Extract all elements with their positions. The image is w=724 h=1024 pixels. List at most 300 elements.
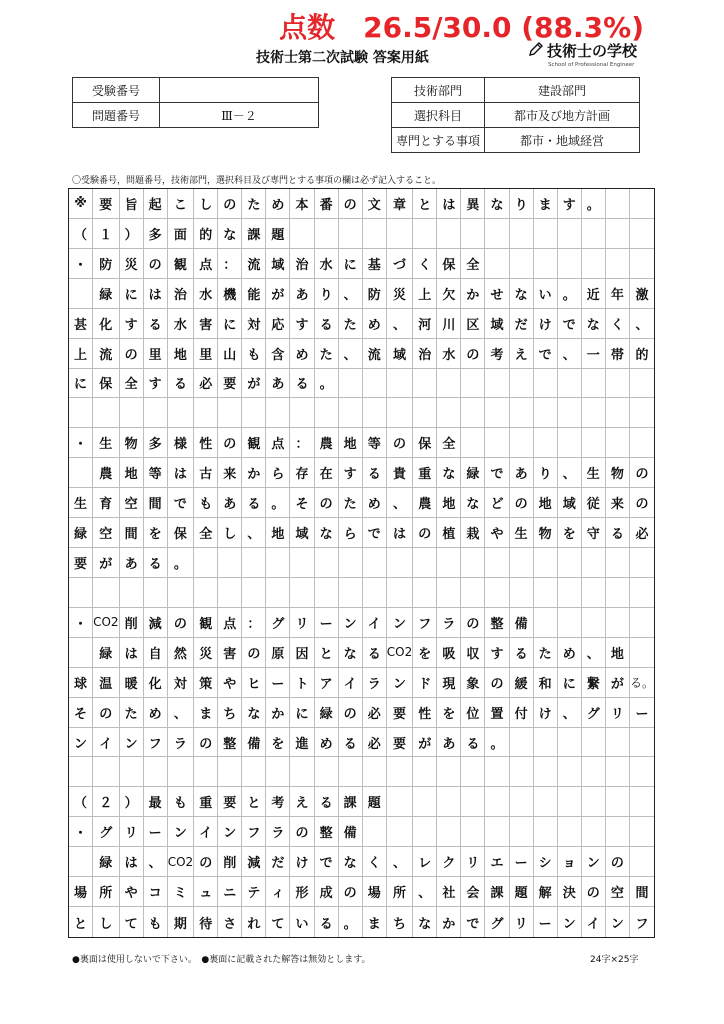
grid-cell[interactable]: で — [168, 488, 194, 518]
grid-cell[interactable] — [606, 817, 630, 847]
grid-cell[interactable]: 緩 — [510, 668, 534, 698]
grid-cell[interactable]: ー — [630, 698, 654, 728]
grid-cell[interactable]: さ — [218, 907, 242, 937]
grid-cell[interactable]: く — [363, 847, 387, 877]
grid-cell[interactable]: （ — [69, 787, 93, 817]
grid-cell[interactable]: 緑 — [315, 698, 339, 728]
grid-cell[interactable]: の — [485, 668, 509, 698]
grid-cell[interactable]: ち — [387, 907, 413, 937]
grid-cell[interactable] — [510, 369, 534, 399]
grid-cell[interactable]: ア — [315, 668, 339, 698]
grid-cell[interactable]: り — [315, 279, 339, 309]
grid-cell[interactable]: だ — [266, 847, 290, 877]
grid-cell[interactable]: グ — [485, 907, 509, 937]
grid-cell[interactable]: 必 — [194, 369, 218, 399]
grid-cell[interactable]: の — [194, 728, 218, 758]
grid-cell[interactable]: リ — [290, 608, 314, 638]
grid-cell[interactable]: な — [485, 189, 509, 219]
grid-cell[interactable]: 様 — [168, 428, 194, 458]
grid-cell[interactable]: 題 — [510, 877, 534, 907]
grid-cell[interactable]: る — [339, 728, 363, 758]
grid-cell[interactable]: の — [144, 249, 168, 279]
grid-cell[interactable]: 農 — [93, 458, 119, 488]
grid-cell[interactable] — [315, 219, 339, 249]
grid-cell[interactable]: 然 — [168, 638, 194, 668]
grid-cell[interactable]: 、 — [413, 877, 437, 907]
grid-cell[interactable]: あ — [290, 279, 314, 309]
grid-cell[interactable] — [630, 757, 654, 787]
grid-cell[interactable]: 温 — [93, 668, 119, 698]
grid-cell[interactable]: か — [437, 907, 461, 937]
grid-cell[interactable]: 間 — [630, 877, 654, 907]
grid-cell[interactable]: 間 — [120, 518, 144, 548]
grid-cell[interactable]: CO2 — [168, 847, 194, 877]
grid-cell[interactable]: る — [363, 458, 387, 488]
grid-cell[interactable]: 害 — [218, 638, 242, 668]
grid-cell[interactable]: 減 — [242, 847, 266, 877]
grid-cell[interactable]: 対 — [168, 668, 194, 698]
grid-cell[interactable] — [266, 578, 290, 608]
grid-cell[interactable]: の — [194, 847, 218, 877]
grid-cell[interactable]: そ — [69, 698, 93, 728]
grid-cell[interactable] — [558, 578, 582, 608]
grid-cell[interactable] — [194, 757, 218, 787]
grid-cell[interactable] — [437, 817, 461, 847]
grid-cell[interactable]: い — [290, 907, 314, 937]
grid-cell[interactable]: が — [606, 668, 630, 698]
grid-cell[interactable]: 域 — [485, 309, 509, 339]
grid-cell[interactable]: 一 — [582, 339, 606, 369]
grid-cell[interactable]: ク — [437, 847, 461, 877]
grid-cell[interactable]: の — [339, 698, 363, 728]
grid-cell[interactable]: す — [120, 309, 144, 339]
grid-cell[interactable]: の — [339, 189, 363, 219]
grid-cell[interactable]: 保 — [413, 428, 437, 458]
grid-cell[interactable]: し — [93, 907, 119, 937]
grid-cell[interactable] — [534, 578, 558, 608]
grid-cell[interactable]: 、 — [387, 488, 413, 518]
grid-cell[interactable] — [606, 428, 630, 458]
grid-cell[interactable] — [194, 578, 218, 608]
grid-cell[interactable]: す — [485, 638, 509, 668]
grid-cell[interactable]: 全 — [194, 518, 218, 548]
grid-cell[interactable] — [168, 398, 194, 428]
grid-cell[interactable]: の — [168, 608, 194, 638]
grid-cell[interactable] — [461, 817, 485, 847]
grid-cell[interactable]: の — [510, 488, 534, 518]
grid-cell[interactable]: リ — [510, 907, 534, 937]
grid-cell[interactable]: こ — [168, 189, 194, 219]
grid-cell[interactable]: 生 — [69, 488, 93, 518]
grid-cell[interactable]: の — [461, 608, 485, 638]
grid-cell[interactable]: 必 — [630, 518, 654, 548]
grid-cell[interactable]: 里 — [144, 339, 168, 369]
grid-cell[interactable] — [534, 817, 558, 847]
grid-cell[interactable]: 保 — [93, 369, 119, 399]
grid-cell[interactable]: 物 — [534, 518, 558, 548]
grid-cell[interactable]: 多 — [144, 219, 168, 249]
grid-cell[interactable]: イ — [339, 668, 363, 698]
grid-cell[interactable] — [363, 757, 387, 787]
grid-cell[interactable] — [437, 757, 461, 787]
grid-cell[interactable]: 保 — [168, 518, 194, 548]
grid-cell[interactable] — [582, 249, 606, 279]
grid-cell[interactable] — [461, 578, 485, 608]
grid-cell[interactable]: ン — [606, 907, 630, 937]
grid-cell[interactable]: な — [582, 309, 606, 339]
grid-cell[interactable]: 要 — [93, 189, 119, 219]
grid-cell[interactable] — [413, 757, 437, 787]
grid-cell[interactable]: だ — [510, 309, 534, 339]
grid-cell[interactable]: 能 — [242, 279, 266, 309]
grid-cell[interactable]: 緑 — [93, 279, 119, 309]
grid-cell[interactable] — [461, 548, 485, 578]
grid-cell[interactable] — [168, 578, 194, 608]
grid-cell[interactable]: 化 — [144, 668, 168, 698]
grid-cell[interactable]: 存 — [290, 458, 314, 488]
grid-cell[interactable]: 河 — [413, 309, 437, 339]
grid-cell[interactable]: 和 — [534, 668, 558, 698]
grid-cell[interactable]: は — [120, 638, 144, 668]
grid-cell[interactable]: め — [363, 488, 387, 518]
grid-cell[interactable]: 点 — [194, 249, 218, 279]
grid-cell[interactable]: 流 — [242, 249, 266, 279]
grid-cell[interactable]: 欠 — [437, 279, 461, 309]
grid-cell[interactable]: の — [582, 877, 606, 907]
grid-cell[interactable] — [315, 578, 339, 608]
grid-cell[interactable]: 古 — [194, 458, 218, 488]
grid-cell[interactable] — [363, 817, 387, 847]
grid-cell[interactable]: る — [315, 309, 339, 339]
grid-cell[interactable]: 地 — [266, 518, 290, 548]
grid-cell[interactable]: フ — [413, 608, 437, 638]
grid-cell[interactable] — [485, 219, 509, 249]
grid-cell[interactable] — [510, 548, 534, 578]
grid-cell[interactable] — [606, 548, 630, 578]
grid-cell[interactable]: た — [339, 488, 363, 518]
grid-cell[interactable] — [437, 578, 461, 608]
grid-cell[interactable]: た — [242, 189, 266, 219]
grid-cell[interactable]: で — [558, 309, 582, 339]
grid-cell[interactable] — [437, 398, 461, 428]
grid-cell[interactable]: 性 — [194, 428, 218, 458]
grid-cell[interactable]: 場 — [363, 877, 387, 907]
grid-cell[interactable]: ・ — [69, 817, 93, 847]
grid-cell[interactable]: グ — [266, 608, 290, 638]
grid-cell[interactable]: １ — [93, 219, 119, 249]
grid-cell[interactable] — [582, 608, 606, 638]
grid-cell[interactable]: ン — [339, 608, 363, 638]
grid-cell[interactable] — [582, 817, 606, 847]
grid-cell[interactable]: 要 — [69, 548, 93, 578]
grid-cell[interactable] — [69, 398, 93, 428]
grid-cell[interactable] — [387, 548, 413, 578]
grid-cell[interactable]: ら — [339, 518, 363, 548]
grid-cell[interactable]: ン — [218, 817, 242, 847]
grid-cell[interactable]: 番 — [315, 189, 339, 219]
grid-cell[interactable]: 災 — [387, 279, 413, 309]
grid-cell[interactable] — [413, 578, 437, 608]
grid-cell[interactable]: め — [144, 698, 168, 728]
grid-cell[interactable]: 必 — [363, 698, 387, 728]
grid-cell[interactable]: ニ — [218, 877, 242, 907]
grid-cell[interactable] — [413, 787, 437, 817]
grid-cell[interactable]: ： — [218, 249, 242, 279]
grid-cell[interactable]: 域 — [266, 249, 290, 279]
grid-cell[interactable]: か — [242, 458, 266, 488]
grid-cell[interactable]: 会 — [461, 877, 485, 907]
grid-cell[interactable] — [315, 398, 339, 428]
grid-cell[interactable]: 現 — [437, 668, 461, 698]
grid-cell[interactable] — [606, 757, 630, 787]
grid-cell[interactable] — [630, 578, 654, 608]
grid-cell[interactable] — [606, 787, 630, 817]
grid-cell[interactable] — [339, 757, 363, 787]
grid-cell[interactable]: り — [510, 189, 534, 219]
grid-cell[interactable] — [534, 249, 558, 279]
grid-cell[interactable]: 帯 — [606, 339, 630, 369]
grid-cell[interactable]: 植 — [437, 518, 461, 548]
grid-cell[interactable]: ン — [558, 907, 582, 937]
grid-cell[interactable] — [558, 728, 582, 758]
grid-cell[interactable]: の — [461, 339, 485, 369]
grid-cell[interactable]: ト — [290, 668, 314, 698]
grid-cell[interactable]: る — [290, 369, 314, 399]
grid-cell[interactable]: 置 — [485, 698, 509, 728]
grid-cell[interactable]: を — [558, 518, 582, 548]
grid-cell[interactable]: 生 — [93, 428, 119, 458]
grid-cell[interactable]: 山 — [218, 339, 242, 369]
grid-cell[interactable]: 待 — [194, 907, 218, 937]
grid-cell[interactable]: 付 — [510, 698, 534, 728]
grid-cell[interactable]: 川 — [437, 309, 461, 339]
grid-cell[interactable]: 応 — [266, 309, 290, 339]
grid-cell[interactable] — [630, 817, 654, 847]
grid-cell[interactable] — [69, 578, 93, 608]
grid-cell[interactable]: を — [144, 518, 168, 548]
grid-cell[interactable] — [363, 369, 387, 399]
grid-cell[interactable] — [144, 578, 168, 608]
grid-cell[interactable]: 水 — [194, 279, 218, 309]
grid-cell[interactable]: あ — [437, 728, 461, 758]
grid-cell[interactable]: 域 — [290, 518, 314, 548]
grid-cell[interactable] — [582, 219, 606, 249]
grid-cell[interactable]: 的 — [630, 339, 654, 369]
grid-cell[interactable]: に — [120, 279, 144, 309]
grid-cell[interactable]: ン — [69, 728, 93, 758]
grid-cell[interactable] — [413, 548, 437, 578]
grid-cell[interactable]: く — [606, 309, 630, 339]
grid-cell[interactable]: フ — [635, 916, 649, 932]
grid-cell[interactable]: ま — [363, 907, 387, 937]
grid-cell[interactable]: 社 — [437, 877, 461, 907]
grid-cell[interactable]: で — [534, 339, 558, 369]
grid-cell[interactable] — [510, 219, 534, 249]
grid-cell[interactable]: な — [339, 638, 363, 668]
grid-cell[interactable]: 。 — [315, 369, 339, 399]
grid-cell[interactable]: は — [120, 847, 144, 877]
grid-cell[interactable] — [534, 428, 558, 458]
grid-cell[interactable] — [242, 578, 266, 608]
grid-cell[interactable]: り — [534, 458, 558, 488]
grid-cell[interactable]: を — [413, 638, 437, 668]
grid-cell[interactable] — [485, 757, 509, 787]
grid-cell[interactable]: 里 — [194, 339, 218, 369]
grid-cell[interactable]: 在 — [315, 458, 339, 488]
grid-cell[interactable] — [315, 548, 339, 578]
grid-cell[interactable]: れ — [242, 907, 266, 937]
grid-cell[interactable]: な — [510, 279, 534, 309]
grid-cell[interactable]: 甚 — [69, 309, 93, 339]
grid-cell[interactable] — [339, 548, 363, 578]
grid-cell[interactable]: 、 — [144, 847, 168, 877]
grid-cell[interactable]: や — [120, 877, 144, 907]
grid-cell[interactable]: グ — [93, 817, 119, 847]
grid-cell[interactable] — [242, 757, 266, 787]
grid-cell[interactable]: 進 — [290, 728, 314, 758]
grid-cell[interactable]: と — [242, 787, 266, 817]
grid-cell[interactable] — [387, 398, 413, 428]
subject-field[interactable]: 都市及び地方計画 — [485, 103, 640, 128]
grid-cell[interactable]: も — [168, 787, 194, 817]
grid-cell[interactable] — [290, 757, 314, 787]
grid-cell[interactable] — [534, 608, 558, 638]
grid-cell[interactable] — [630, 219, 654, 249]
grid-cell[interactable] — [534, 219, 558, 249]
grid-cell[interactable]: 対 — [242, 309, 266, 339]
grid-cell[interactable]: 場 — [69, 877, 93, 907]
grid-cell[interactable] — [413, 219, 437, 249]
grid-cell[interactable] — [168, 757, 194, 787]
grid-cell[interactable]: る — [242, 488, 266, 518]
grid-cell[interactable]: ： — [290, 428, 314, 458]
grid-cell[interactable]: 、 — [387, 847, 413, 877]
grid-cell[interactable] — [93, 757, 119, 787]
grid-cell[interactable] — [387, 219, 413, 249]
grid-cell[interactable]: 吸 — [437, 638, 461, 668]
grid-cell[interactable]: る — [461, 728, 485, 758]
grid-cell[interactable]: る — [510, 638, 534, 668]
grid-cell[interactable] — [461, 398, 485, 428]
grid-cell[interactable]: た — [339, 309, 363, 339]
grid-cell[interactable] — [266, 757, 290, 787]
grid-cell[interactable]: を — [437, 698, 461, 728]
grid-cell[interactable] — [534, 757, 558, 787]
grid-cell[interactable] — [630, 189, 654, 219]
grid-cell[interactable] — [290, 548, 314, 578]
grid-cell[interactable] — [558, 608, 582, 638]
grid-cell[interactable] — [315, 757, 339, 787]
grid-cell[interactable]: ラ — [363, 668, 387, 698]
grid-cell[interactable] — [630, 608, 654, 638]
grid-cell[interactable]: 繋 — [582, 668, 606, 698]
grid-cell[interactable]: フ — [242, 817, 266, 847]
grid-cell[interactable]: る — [606, 518, 630, 548]
grid-cell[interactable]: え — [510, 339, 534, 369]
grid-cell[interactable]: の — [218, 189, 242, 219]
grid-cell[interactable]: す — [144, 369, 168, 399]
grid-cell[interactable] — [485, 787, 509, 817]
grid-cell[interactable] — [363, 219, 387, 249]
grid-cell[interactable]: と — [413, 189, 437, 219]
grid-cell[interactable] — [582, 398, 606, 428]
grid-cell[interactable]: 原 — [266, 638, 290, 668]
grid-cell[interactable] — [558, 428, 582, 458]
grid-cell[interactable] — [218, 578, 242, 608]
grid-cell[interactable]: も — [194, 488, 218, 518]
grid-cell[interactable]: ー — [144, 817, 168, 847]
grid-cell[interactable]: ま — [194, 698, 218, 728]
grid-cell[interactable] — [194, 548, 218, 578]
grid-cell[interactable]: 、 — [582, 638, 606, 668]
grid-cell[interactable]: に — [218, 309, 242, 339]
grid-cell[interactable] — [606, 189, 630, 219]
grid-cell[interactable] — [242, 548, 266, 578]
grid-cell[interactable]: 。 — [558, 279, 582, 309]
grid-cell[interactable]: 整 — [315, 817, 339, 847]
grid-cell[interactable]: か — [461, 279, 485, 309]
grid-cell[interactable]: 緑 — [69, 518, 93, 548]
grid-cell[interactable]: 要 — [387, 728, 413, 758]
grid-cell[interactable]: の — [339, 877, 363, 907]
grid-cell[interactable] — [461, 369, 485, 399]
grid-cell[interactable]: ン — [387, 608, 413, 638]
grid-cell[interactable]: エ — [485, 847, 509, 877]
grid-cell[interactable]: ・ — [69, 608, 93, 638]
grid-cell[interactable]: 従 — [582, 488, 606, 518]
grid-cell[interactable]: フ — [144, 728, 168, 758]
grid-cell[interactable]: 含 — [266, 339, 290, 369]
grid-cell[interactable] — [558, 219, 582, 249]
grid-cell[interactable]: 、 — [558, 698, 582, 728]
grid-cell[interactable]: 考 — [266, 787, 290, 817]
grid-cell[interactable]: ラ — [168, 728, 194, 758]
grid-cell[interactable]: る — [363, 638, 387, 668]
grid-cell[interactable]: 題 — [363, 787, 387, 817]
grid-cell[interactable]: な — [413, 907, 437, 937]
grid-cell[interactable] — [387, 578, 413, 608]
grid-cell[interactable]: め — [363, 309, 387, 339]
grid-cell[interactable]: 害 — [194, 309, 218, 339]
grid-cell[interactable] — [630, 548, 654, 578]
dept-field[interactable]: 建設部門 — [485, 78, 640, 103]
grid-cell[interactable]: の — [387, 428, 413, 458]
grid-cell[interactable]: ち — [218, 698, 242, 728]
grid-cell[interactable]: や — [218, 668, 242, 698]
grid-cell[interactable]: 水 — [437, 339, 461, 369]
grid-cell[interactable] — [437, 219, 461, 249]
grid-cell[interactable]: て — [266, 907, 290, 937]
grid-cell[interactable] — [413, 398, 437, 428]
grid-cell[interactable]: 位 — [461, 698, 485, 728]
grid-cell[interactable]: ン — [582, 847, 606, 877]
grid-cell[interactable]: 所 — [387, 877, 413, 907]
grid-cell[interactable]: め — [266, 189, 290, 219]
grid-cell[interactable]: 、 — [387, 309, 413, 339]
grid-cell[interactable]: 暖 — [120, 668, 144, 698]
grid-cell[interactable]: に — [290, 698, 314, 728]
grid-cell[interactable]: 課 — [339, 787, 363, 817]
grid-cell[interactable]: ラ — [437, 608, 461, 638]
grid-cell[interactable]: 解 — [534, 877, 558, 907]
grid-cell[interactable]: 上 — [69, 339, 93, 369]
grid-cell[interactable]: 災 — [194, 638, 218, 668]
grid-cell[interactable]: 削 — [218, 847, 242, 877]
grid-cell[interactable]: け — [290, 847, 314, 877]
grid-cell[interactable] — [485, 548, 509, 578]
grid-cell[interactable]: 考 — [485, 339, 509, 369]
grid-cell[interactable]: 地 — [168, 339, 194, 369]
